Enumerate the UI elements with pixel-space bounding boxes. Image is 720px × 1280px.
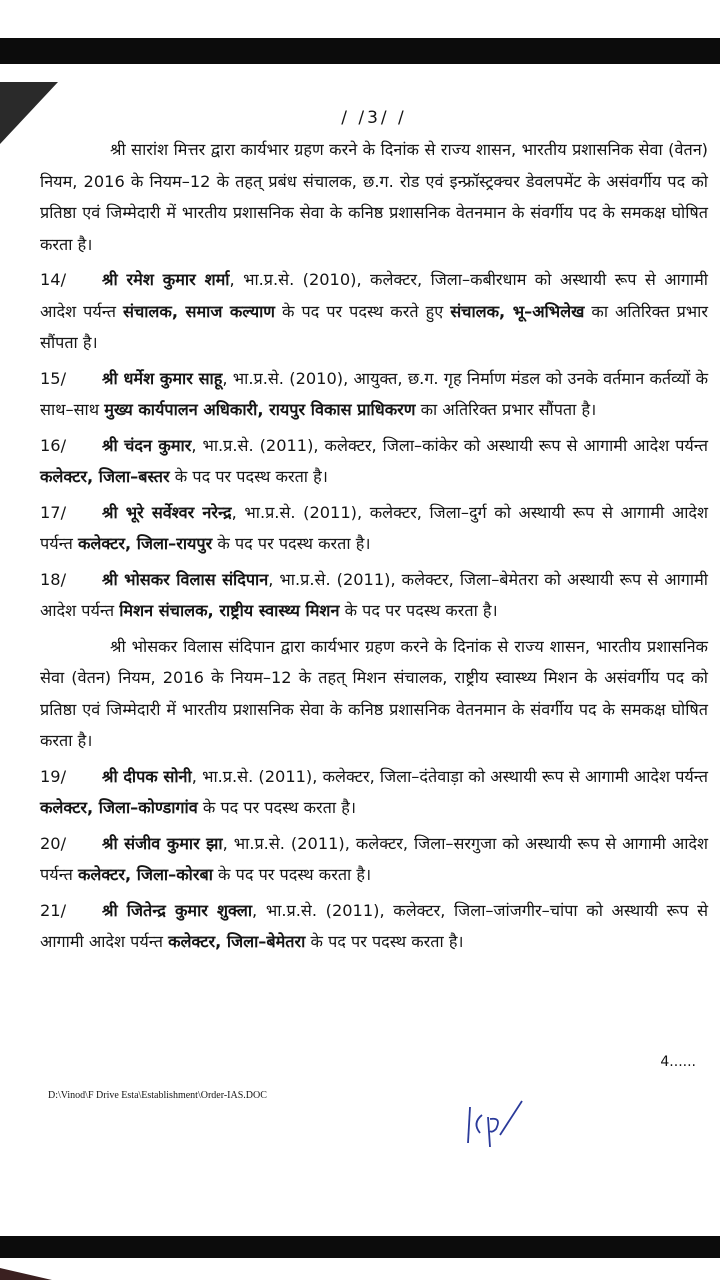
next-page-corner	[0, 1268, 52, 1280]
item-text: , भा.प्र.से. (2011), कलेक्टर, जिला–दंतेवाड़ा को अस्थायी रूप से आगामी आदेश पर्यन्त	[191, 766, 708, 786]
item-text: , भा.प्र.से. (2011), कलेक्टर, जिला–जांजगीर–चांपा को अस्थायी रूप से आगामी आदेश पर्यन्त	[40, 900, 709, 951]
item-number: 15/	[40, 368, 67, 388]
item-text: के पद पर पदस्थ करता है।	[169, 467, 328, 486]
order-item-18	[40, 564, 708, 627]
item-text: के पद पर पदस्थ करता है।	[212, 865, 372, 884]
order-item-16	[40, 430, 708, 493]
officer-name: श्री रमेश कुमार शर्मा	[102, 270, 230, 289]
item-text: का अतिरिक्त प्रभार सौंपता है।	[40, 301, 708, 352]
order-item-21	[40, 895, 708, 958]
item-text: , भा.प्र.से. (2011), कलेक्टर, जिला–दुर्ग को अस्थायी रूप से आगामी आदेश पर्यन्त	[40, 502, 708, 553]
mid-paragraph: श्री भोसकर विलास संदिपान द्वारा कार्यभार ग्रहण करने के दिनांक से राज्य शासन, भारतीय प्रशासनिक सेवा (वेतन) नियम, 2016 के नियम–12 के तहत् मिशन संचालक, राष्ट्रीय स्वास्थ्य मिशन के असंवर्गीय पद को प्रतिष्ठा एवं जिम्मेदारी में भारतीय प्रशासनिक सेवा के कनिष्ठ प्रशासनिक वेतनमान के संवर्गीय पद के समकक्ष घोषित करता है।	[40, 636, 708, 750]
officer-name: श्री जितेन्द्र कुमार शुक्ला	[102, 900, 253, 920]
order-item-14	[40, 264, 708, 359]
document-page	[40, 100, 708, 962]
order-item-15	[40, 363, 708, 426]
signature-icon	[460, 1095, 540, 1155]
item-number: 21/	[40, 900, 67, 920]
officer-name: श्री संजीव कुमार झा	[102, 833, 223, 853]
officer-name: श्री धर्मेश कुमार साहू	[102, 368, 223, 388]
item-number: 20/	[40, 833, 67, 853]
posting-title: कलेक्टर, जिला–कोरबा	[77, 865, 213, 884]
bottom-dark-border	[0, 1236, 720, 1258]
posting-title: कलेक्टर, जिला–बस्तर	[40, 467, 170, 486]
item-text: , भा.प्र.से. (2010), आयुक्त, छ.ग. गृह निर्माण मंडल को उनके वर्तमान कर्तव्यों के साथ–साथ	[40, 368, 708, 419]
intro-text: श्री सारांश मित्तर द्वारा कार्यभार ग्रहण करने के दिनांक से राज्य शासन, भारतीय प्रशासनिक सेवा (वेतन) नियम, 2016 के नियम–12 के तहत् प्रबंध संचालक, छ.ग. रोड एवं इन्फ्रॉस्ट्रक्चर डेवलपमेंट के असंवर्गीय पद को प्रतिष्ठा एवं जिम्मेदारी में भारतीय प्रशासनिक सेवा के कनिष्ठ प्रशासनिक वेतनमान के संवर्गीय पद के समकक्ष घोषित करता है।	[40, 140, 708, 254]
page-number: / /3/ /	[341, 108, 407, 128]
posting-title: कलेक्टर, जिला–कोण्डागांव	[40, 798, 198, 817]
posting-title: मुख्य कार्यपालन अधिकारी, रायपुर विकास प्राधिकरण	[104, 400, 416, 419]
additional-charge-title: संचालक, भू–अभिलेख	[450, 301, 585, 321]
posting-title: मिशन संचालक, राष्ट्रीय स्वास्थ्य मिशन	[119, 601, 340, 620]
item-number: 19/	[40, 766, 67, 786]
file-path-footer: D:\Vinod\F Drive Esta\Establishment\Order-IAS.DOC	[48, 1090, 267, 1101]
posting-title: कलेक्टर, जिला–बेमेतरा	[168, 932, 306, 951]
posting-title: संचालक, समाज कल्याण	[123, 301, 275, 321]
order-item-17	[40, 497, 708, 560]
item-text: के पद पर पदस्थ करता है।	[212, 534, 371, 553]
officer-name: श्री भूरे सर्वेश्वर नरेन्द्र	[102, 502, 232, 522]
item-text: के पद पर पदस्थ करता है।	[339, 601, 498, 620]
item-text: , भा.प्र.से. (2011), कलेक्टर, जिला–सरगुजा को अस्थायी रूप से आगामी आदेश पर्यन्त	[40, 833, 708, 884]
continuation-marker: 4......	[660, 1054, 696, 1070]
item-text: के पद पर पदस्थ करते हुए	[274, 301, 451, 321]
top-dark-border	[0, 38, 720, 64]
order-item-19	[40, 761, 708, 824]
item-text: के पद पर पदस्थ करता है।	[305, 932, 464, 951]
item-text: के पद पर पदस्थ करता है।	[197, 798, 356, 817]
order-item-20	[40, 828, 708, 891]
item-text: , भा.प्र.से. (2011), कलेक्टर, जिला–बेमेतरा को अस्थायी रूप से आगामी आदेश पर्यन्त	[40, 569, 708, 620]
item-number: 16/	[40, 435, 67, 455]
item-text: का अतिरिक्त प्रभार सौंपता है।	[415, 400, 597, 419]
posting-title: कलेक्टर, जिला–रायपुर	[77, 534, 213, 553]
intro-paragraph	[40, 134, 708, 260]
item-number: 17/	[40, 502, 67, 522]
item-number: 14/	[40, 270, 67, 289]
item-text: , भा.प्र.से. (2011), कलेक्टर, जिला–कांकेर को अस्थायी रूप से आगामी आदेश पर्यन्त	[191, 435, 708, 455]
item-text: , भा.प्र.से. (2010), कलेक्टर, जिला–कबीरधाम को अस्थायी रूप से आगामी आदेश पर्यन्त	[40, 270, 708, 321]
officer-name: श्री चंदन कुमार	[102, 435, 192, 455]
officer-name: श्री दीपक सोनी	[102, 766, 192, 786]
item-number: 18/	[40, 569, 67, 589]
officer-name: श्री भोसकर विलास संदिपान	[102, 569, 269, 589]
